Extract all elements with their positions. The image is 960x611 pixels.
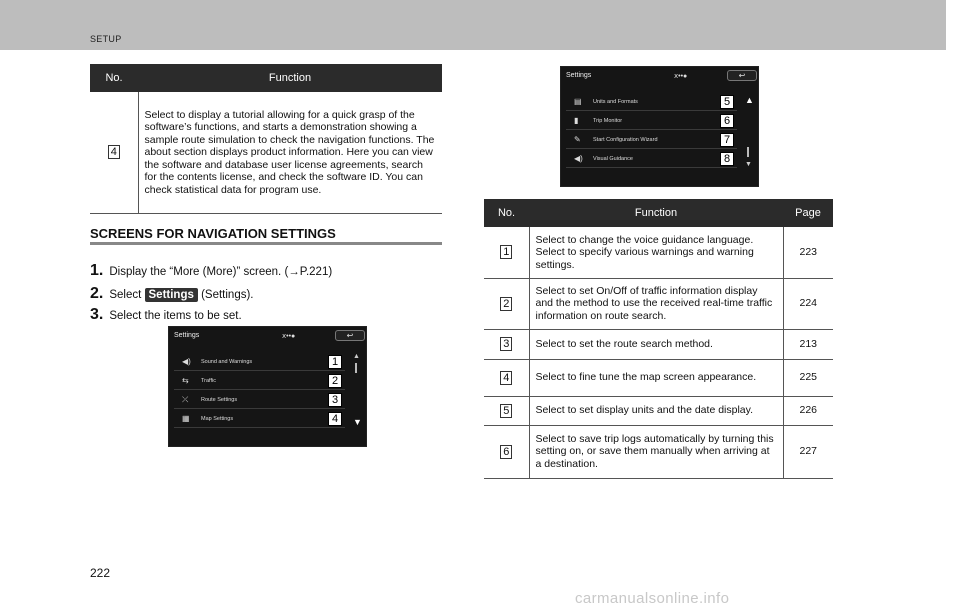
speaker-icon: ◀) bbox=[574, 154, 583, 163]
scroll-up-icon[interactable]: ▲ bbox=[353, 353, 360, 360]
step-text-post: (Settings). bbox=[201, 289, 254, 301]
menu-item-units-and-formats[interactable] bbox=[566, 93, 737, 111]
callout-number: 3 bbox=[328, 393, 342, 407]
function-description: Select to set display units and the date display. bbox=[529, 396, 783, 425]
column-header-function: Function bbox=[529, 199, 783, 227]
step-text: Display the “More (More)” screen. (→P.221) bbox=[109, 266, 333, 278]
column-header-no: No. bbox=[90, 64, 138, 92]
step-3 bbox=[90, 306, 242, 324]
menu-item-label: Sound and Warnings bbox=[201, 359, 253, 365]
item-number-badge: 5 bbox=[500, 404, 512, 418]
scroll-down-icon[interactable]: ▼ bbox=[745, 161, 752, 168]
column-header-no: No. bbox=[484, 199, 529, 227]
item-number-badge: 6 bbox=[500, 445, 512, 459]
settings-screen-2 bbox=[560, 66, 759, 187]
step-text-pre: Select bbox=[109, 289, 142, 301]
callout-number: 7 bbox=[720, 133, 734, 147]
menu-item-map-settings[interactable] bbox=[174, 410, 345, 428]
step-number: 3. bbox=[90, 306, 104, 323]
step-text: Select the items to be set. bbox=[109, 310, 242, 322]
column-header-page: Page bbox=[783, 199, 833, 227]
table-row bbox=[484, 278, 833, 329]
units-icon: ▤ bbox=[574, 97, 582, 106]
speaker-icon: ◀) bbox=[182, 357, 191, 366]
menu-item-label: Traffic bbox=[201, 378, 216, 384]
page-reference: 213 bbox=[783, 329, 833, 359]
table-row bbox=[90, 92, 442, 213]
menu-item-label: Trip Monitor bbox=[593, 118, 623, 124]
function-description: Select to set On/Off of traffic information display and the method to use the received real-time traffic information on route search. bbox=[529, 278, 783, 329]
function-description: Select to display a tutorial allowing for a quick grasp of the software’s functions, and starts a demonstration showing a sample route simulation to check the navigation functions. The about section displays product information. Here you can view the software and database user license agreements, search for the contents license, and check the software ID. You can check statistical data for program use. bbox=[138, 92, 442, 213]
menu-item-label: Start Configuration Wizard bbox=[593, 137, 658, 143]
step-number: 1. bbox=[90, 262, 104, 279]
menu-item-label: Map Settings bbox=[201, 416, 234, 422]
table-row bbox=[484, 227, 833, 278]
scrollbar-thumb[interactable] bbox=[355, 363, 357, 373]
back-button[interactable]: ↩ bbox=[335, 330, 365, 341]
settings-screen-1 bbox=[168, 326, 367, 447]
page-reference: 223 bbox=[783, 227, 833, 278]
route-icon: ⤫ bbox=[182, 395, 189, 404]
menu-item-start-configuration-wizard[interactable] bbox=[566, 131, 737, 149]
section-title: SCREENS FOR NAVIGATION SETTINGS bbox=[90, 226, 336, 241]
header-title: SETUP bbox=[90, 34, 122, 44]
callout-number: 1 bbox=[328, 355, 342, 369]
item-number-badge: 3 bbox=[500, 337, 512, 351]
traffic-icon: ⇆ bbox=[182, 376, 189, 385]
menu-item-sound-and-warnings[interactable] bbox=[174, 353, 345, 371]
step-1 bbox=[90, 262, 332, 280]
page-reference: 225 bbox=[783, 359, 833, 396]
scroll-up-icon[interactable]: ▲ bbox=[745, 95, 754, 105]
screen-title: Settings bbox=[566, 72, 592, 79]
page-header bbox=[0, 0, 946, 50]
back-button[interactable]: ↩ bbox=[727, 70, 757, 81]
menu-item-traffic[interactable] bbox=[174, 372, 345, 390]
menu-item-label: Route Settings bbox=[201, 397, 238, 403]
menu-item-route-settings[interactable] bbox=[174, 391, 345, 409]
step-number: 2. bbox=[90, 285, 104, 302]
page-reference: 226 bbox=[783, 396, 833, 425]
table-row bbox=[484, 329, 833, 359]
page-reference: 224 bbox=[783, 278, 833, 329]
scrollbar-thumb[interactable] bbox=[747, 147, 749, 157]
section-divider bbox=[90, 242, 442, 245]
menu-item-visual-guidance[interactable] bbox=[566, 150, 737, 168]
menu-item-label: Units and Formats bbox=[593, 99, 638, 105]
map-icon: ▦ bbox=[182, 414, 190, 423]
callout-number: 8 bbox=[720, 152, 734, 166]
callout-number: 5 bbox=[720, 95, 734, 109]
scroll-down-icon[interactable]: ▼ bbox=[353, 417, 362, 427]
callout-number: 6 bbox=[720, 114, 734, 128]
menu-item-trip-monitor[interactable] bbox=[566, 112, 737, 130]
table-header-row bbox=[484, 199, 833, 227]
page-reference: 227 bbox=[783, 425, 833, 478]
callout-number: 4 bbox=[328, 412, 342, 426]
signal-icon: ⅹ••● bbox=[674, 73, 688, 80]
item-number-badge: 4 bbox=[500, 371, 512, 385]
function-description: Select to fine tune the map screen appearance. bbox=[529, 359, 783, 396]
item-number-badge: 4 bbox=[108, 145, 120, 159]
item-number-badge: 1 bbox=[500, 245, 512, 259]
step-2 bbox=[90, 285, 254, 303]
wizard-icon: ✎ bbox=[574, 135, 581, 144]
function-description: Select to change the voice guidance language. Select to specify various warnings and warning settings. bbox=[529, 227, 783, 278]
function-table-right bbox=[484, 199, 833, 479]
column-header-function: Function bbox=[138, 64, 442, 92]
callout-number: 2 bbox=[328, 374, 342, 388]
table-row bbox=[484, 425, 833, 478]
trip-monitor-icon: ▮ bbox=[574, 116, 579, 125]
table-row bbox=[484, 359, 833, 396]
settings-button-label: Settings bbox=[145, 288, 198, 302]
signal-icon: ⅹ••● bbox=[282, 333, 296, 340]
screen-title: Settings bbox=[174, 332, 200, 339]
item-number-badge: 2 bbox=[500, 297, 512, 311]
page-number: 222 bbox=[90, 566, 111, 580]
table-row bbox=[484, 396, 833, 425]
menu-item-label: Visual Guidance bbox=[593, 156, 633, 162]
function-description: Select to set the route search method. bbox=[529, 329, 783, 359]
table-header-row bbox=[90, 64, 442, 92]
function-table-top bbox=[90, 64, 442, 214]
function-description: Select to save trip logs automatically by turning this setting on, or save them manually when arriving at a destination. bbox=[529, 425, 783, 478]
watermark: carmanualsonline.info bbox=[575, 590, 730, 607]
